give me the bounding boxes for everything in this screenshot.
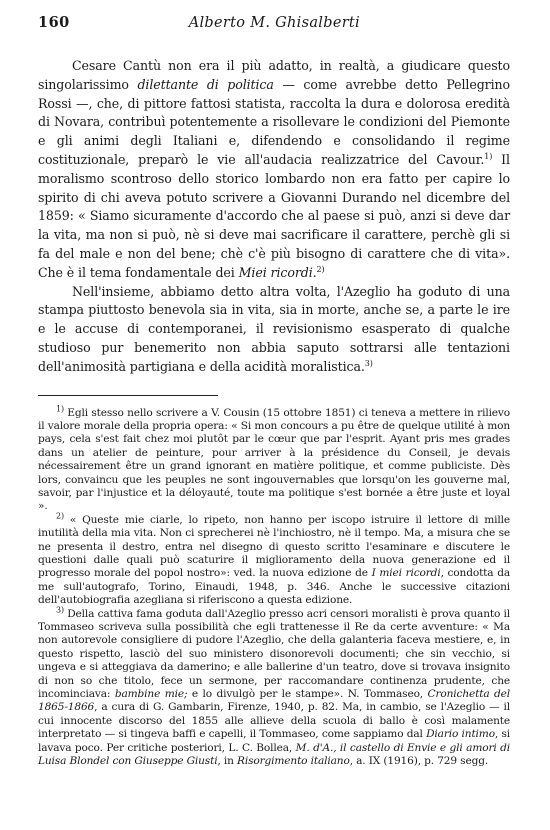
main-text [38,57,510,377]
body-paragraph-2: Nell'insieme, abbiamo detto altra volta, l'Azeglio ha goduto di una stampa piuttosto benevola sia in vita, sia in morte, anche se, a parte le ire e le accuse di contemporanei, il revisionismo esasperato di qualche studioso pur benemerito non abbia saputo sottrarsi alle tentazioni dell'animosità partigiana e della acidità moralistica.$^{3)}$ [38,283,510,374]
running-head [38,14,510,31]
footnote-ref-1: 1) [484,151,493,161]
footnote-1: $^{1)}$ Egli stesso nello scrivere a V. Cousin (15 ottobre 1851) ci teneva a mettere in rilievo il valore morale della propria opera: « Si mon concours a pu être de quelque utilité à mon pays, cela s'est fait chez moi plutôt par le cœur que par l'esprit. Ayant pris mes grades dans un atelier de peinture, pour arriver à la présidence du Conseil, je devais nécessairement être un grand ignorant en matière politique, et comme publiciste. Dès lors, convaincu que les peuples ne sont ingouvernables que lorsqu'on les gouverne mal, savoir, par l'injustice et la déloyauté, toute ma politique s'est bornée a être juste et loyal ». [38,404,510,513]
footnote-ref-3: 3) [364,358,373,368]
footnote-ref-2: 2) [316,264,325,274]
footnotes [38,404,510,769]
footnote-2: $^{2)}$ « Queste mie ciarle, lo ripeto, non hanno per iscopo istruire il lettore di mille inutilità della mia vita. Non ci sprecherei nè l'inchiostro, nè il tempo. Ma, a misura che se ne presenta il destro, entra nel disegno di questo scritto l'esaminare e discutere le questioni dalle quali può scaturire il miglioramento della nuova generazione ed il progresso morale del popol nostro»: ved. la nuova edizione de I miei ricordi, condotta da me sull'autografo, Torino, Einaudi, 1948, p. 346. Anche le successive citazioni dell'autobiografia azegliana si riferiscono a questa edizione. [38,511,510,607]
footnote-separator [38,395,218,396]
footnote-3: $^{3)}$ Della cattiva fama goduta dall'Azeglio presso acri censori moralisti è prova quanto il Tommaseo scriveva sulla possibilità che egli trattenesse il Re da certe avventure: « Ma non autorevole consigliere di pudore l'Azeglio, che della galanteria faceva mestiere, e, in questo rispetto, lasciò del suo ministero disonorevoli documenti; che sin vecchio, si ungeva e si atteggiava da damerino; e alle ballerine d'un teatro, dove si trovava insignito di non so che titolo, fece un sermone, per raccomandare continenza prudente, che incominciava: bambine mie; e lo divulgò per le stampe». N. Tommaseo, Cronichetta del 1865-1866, a cura di G. Gambarin, Firenze, 1940, p. 82. Ma, in cambio, se l'Azeglio — il cui innocente discorso del 1855 alle allieve della scuola di ballo è così malamente interpretato — si tingeva baffi e capelli, il Tommaseo, come sappiamo dal Diario intimo, si lavava poco. Per critiche posteriori, L. C. Bollea, M. d'A., il castello di Envie e gli amori di Luisa Blondel con Giuseppe Giusti, in Risorgimento italiano, a. IX (1916), p. 729 segg. [38,605,510,768]
body-paragraph-1: Cesare Cantù non era il più adatto, in realtà, a giudicare questo singolarissimo dilettante di politica — come avrebbe detto Pellegrino Rossi —, che, di pittore fattosi statista, raccolta la dura e dolorosa eredità di Novara, contribuì potentemente a risollevare le condizioni del Piemonte e gli animi degli Italiani e, difendendo e consolidando il regime costituzionale, preparò le vie all'audacia realizzatrice del Cavour.$^{1)}$ Il moralismo scontroso dello storico lombardo non era fatto per capire lo spirito di chi aveva potuto scrivere a Giovanni Durando nel dicembre del 1859: « Siamo sicuramente d'accordo che al paese si può, anzi si deve dar la vita, ma non si può, nè si deve mai sacrificare il carattere, perchè gli si fa del male e non del bene; chè c'è più bisogno di carattere che di vita». Che è il tema fondamentale dei Miei ricordi.$^{2)}$ [38,58,510,280]
page-number: 160 [38,14,70,31]
running-title: Alberto M. Ghisalberti [188,15,360,31]
